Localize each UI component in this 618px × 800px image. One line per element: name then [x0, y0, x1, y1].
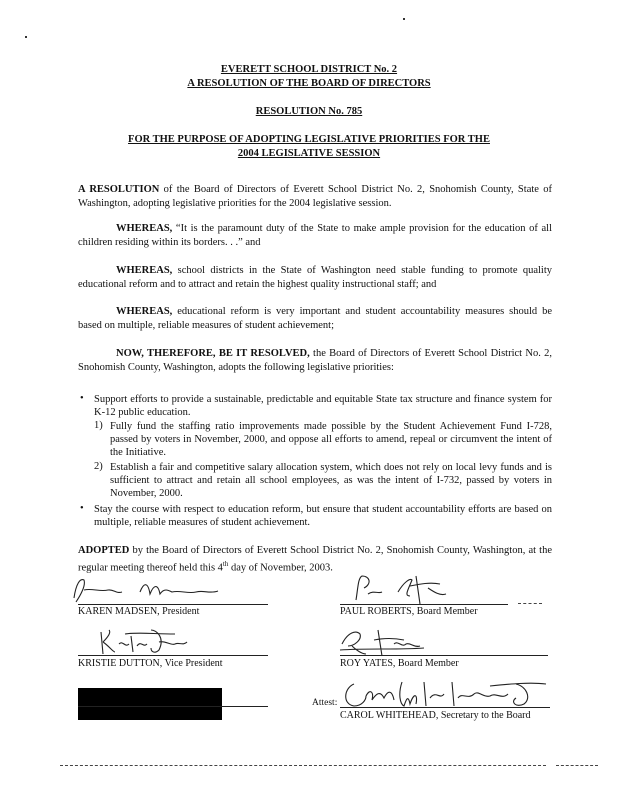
resolution-number: RESOLUTION No. 785: [255, 106, 363, 117]
vice-president-name: KRISTIE DUTTON, Vice President: [78, 658, 223, 669]
adopted-day-suffix: th: [222, 559, 229, 568]
resolved-lead: NOW, THEREFORE, BE IT RESOLVED,: [116, 348, 310, 359]
whereas-text: “It is the paramount duty of the State to make ample provision for the education of all children residing within its borders. . .” and: [78, 223, 552, 248]
scan-edge-line: [556, 765, 598, 766]
resolved-text: the Board of Directors of Everett School District No. 2, Snohomish County, Washington, adopts the following legislative priorities:: [78, 348, 553, 373]
redacted-block: [78, 688, 222, 720]
scan-speck: [25, 36, 27, 38]
priority-sub-item-1: Fully fund the staffing ratio improvements made possible by the Student Achievement Fund I-728, passed by voters in November, 2000, and oppose all efforts to amend, repeal or circumvent the intent of the Initiative.: [110, 421, 552, 458]
whereas-text: educational reform is very important and student accountability measures should be based on multiple, reliable measures of student achievement;: [78, 306, 552, 331]
board-member-1-name: PAUL ROBERTS, Board Member: [340, 606, 478, 617]
whereas-lead: WHEREAS,: [116, 223, 173, 234]
resolved-paragraph: [78, 347, 552, 374]
whereas-paragraph-2: [78, 264, 552, 291]
sub-item-number: 2): [94, 461, 103, 472]
whereas-paragraph-3: [78, 305, 552, 332]
secretary-name: CAROL WHITEHEAD, Secretary to the Board: [340, 710, 531, 721]
board-member-1-signature: [350, 570, 455, 606]
president-name: KAREN MADSEN, President: [78, 606, 200, 617]
whereas-lead: WHEREAS,: [116, 265, 173, 276]
priority-sub-item-2: Establish a fair and competitive salary allocation system, which does not rely on local levy funds and is sufficient to attract and retain all school employees, as was the intent of I-732, passed by voters in November, 2000.: [110, 462, 552, 499]
president-signature-line: [78, 604, 268, 605]
board-title: A RESOLUTION OF THE BOARD OF DIRECTORS: [187, 78, 431, 89]
purpose-title-line2: 2004 LEGISLATIVE SESSION: [237, 148, 381, 159]
intro-paragraph: [78, 183, 552, 210]
intro-lead: A RESOLUTION: [78, 184, 160, 195]
board-member-1-signature-line: [340, 604, 508, 605]
adopted-lead: ADOPTED: [78, 545, 130, 556]
bullet-marker: •: [80, 393, 84, 404]
adopted-text: by the Board of Directors of Everett School District No. 2, Snohomish County, Washington, at the regular meeting thereof held this 4: [78, 545, 552, 573]
whereas-paragraph-1: [78, 222, 552, 249]
adopted-paragraph: [78, 544, 552, 575]
priority-bullet-2: Stay the course with respect to education reform, but ensure that student accountability efforts are based on multiple, reliable measures of student achievement.: [94, 504, 552, 528]
attest-label: Attest:: [312, 698, 338, 708]
purpose-title-line1: FOR THE PURPOSE OF ADOPTING LEGISLATIVE PRIORITIES FOR THE: [128, 134, 490, 145]
whereas-text: school districts in the State of Washington need stable funding to promote quality educational reform and to attract and retain the highest quality instructional staff; and: [78, 265, 552, 290]
secretary-signature-line: [340, 707, 550, 708]
board-member-2-signature-line: [340, 655, 548, 656]
president-signature: [70, 572, 245, 606]
board-member-2-signature: [338, 624, 428, 658]
scan-edge-line: [60, 765, 546, 766]
adopted-text-end: day of November, 2003.: [228, 562, 333, 573]
board-member-2-name: ROY YATES, Board Member: [340, 658, 459, 669]
vice-president-signature: [95, 622, 195, 658]
vice-president-signature-line: [78, 655, 268, 656]
intro-text: of the Board of Directors of Everett School District No. 2, Snohomish County, State of Washington, adopting legislative priorities for the 2004 legislative session.: [78, 184, 552, 209]
sub-item-number: 1): [94, 420, 103, 431]
line-extension: [518, 603, 542, 604]
scan-speck: [403, 18, 405, 20]
whereas-lead: WHEREAS,: [116, 306, 173, 317]
bullet-marker: •: [80, 503, 84, 514]
district-title: EVERETT SCHOOL DISTRICT No. 2: [220, 64, 398, 75]
redacted-signature-line: [78, 706, 268, 707]
priority-bullet-1: Support efforts to provide a sustainable, predictable and equitable State tax structure and finance system for K-12 public education.: [94, 394, 552, 418]
